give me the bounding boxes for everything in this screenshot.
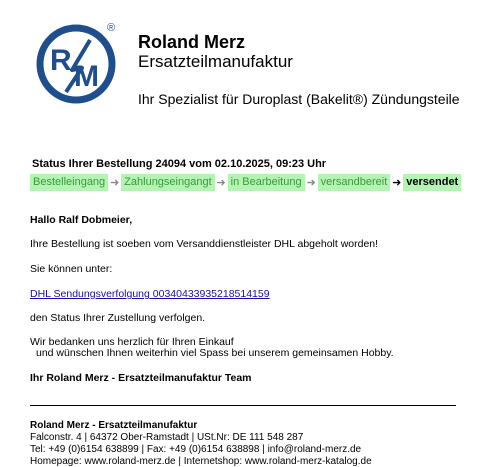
- shipment-message: Ihre Bestellung ist soeben vom Versanddienstleister DHL abgeholt worden!: [30, 238, 379, 250]
- footer-contact: Tel: +49 (0)6154 638899 | Fax: +49 (0)6154 638898 | info@roland-merz.de: [30, 444, 362, 455]
- svg-text:R: R: [50, 44, 72, 77]
- step-in-bearbeitung: in Bearbeitung: [228, 174, 305, 191]
- tracking-intro: Sie können unter:: [30, 263, 113, 275]
- roland-merz-logo-icon: [32, 24, 120, 104]
- registered-mark: ®: [107, 22, 116, 34]
- footer-address: Falconstr. 4 | 64372 Ober-Ramstadt | USt.Nr: DE 111 548 287: [30, 432, 304, 443]
- step-versendet: versendet: [403, 174, 461, 191]
- greeting: Hallo Ralf Dobmeier,: [30, 214, 133, 226]
- step-versandbereit: versandbereit: [318, 174, 391, 191]
- order-status-title: Status Ihrer Bestellung 24094 vom 02.10.2025, 09:23 Uhr: [32, 158, 327, 170]
- tracking-outro: den Status Ihrer Zustellung verfolgen.: [30, 312, 206, 324]
- dhl-tracking-link[interactable]: DHL Sendungsverfolgung 00340433935218514159: [30, 288, 270, 300]
- arrow-right-icon: ➜: [110, 177, 120, 189]
- step-bestelleingang: Bestelleingang: [30, 174, 108, 191]
- company-subtitle: Ersatzteilmanufaktur: [138, 52, 293, 71]
- arrow-right-icon: ➜: [392, 177, 402, 189]
- signoff: Ihr Roland Merz - Ersatzteilmanufaktur Team: [30, 372, 252, 384]
- thanks-line-2: und wünschen Ihnen weiterhin viel Spass bei unserem gemeinsamen Hobby.: [36, 347, 394, 359]
- footer-company-name: Roland Merz - Ersatzteilmanufaktur: [30, 420, 198, 431]
- order-progress-steps: [30, 174, 461, 191]
- company-name: Roland Merz: [138, 32, 246, 52]
- arrow-right-icon: ➜: [216, 177, 226, 189]
- company-tagline: Ihr Spezialist für Duroplast (Bakelit®) Zündungsteile: [138, 91, 460, 107]
- thanks-line-1: Wir bedanken uns herzlich für Ihren Einkauf: [30, 336, 234, 348]
- arrow-right-icon: ➜: [306, 177, 316, 189]
- footer-web: Homepage: www.roland-merz.de | Internetshop: www.roland-merz-katalog.de: [30, 456, 372, 467]
- footer-divider: [30, 405, 456, 406]
- svg-text:M: M: [74, 60, 99, 93]
- email-header: [0, 0, 500, 150]
- step-zahlungseingang: Zahlungseingangt: [121, 174, 214, 191]
